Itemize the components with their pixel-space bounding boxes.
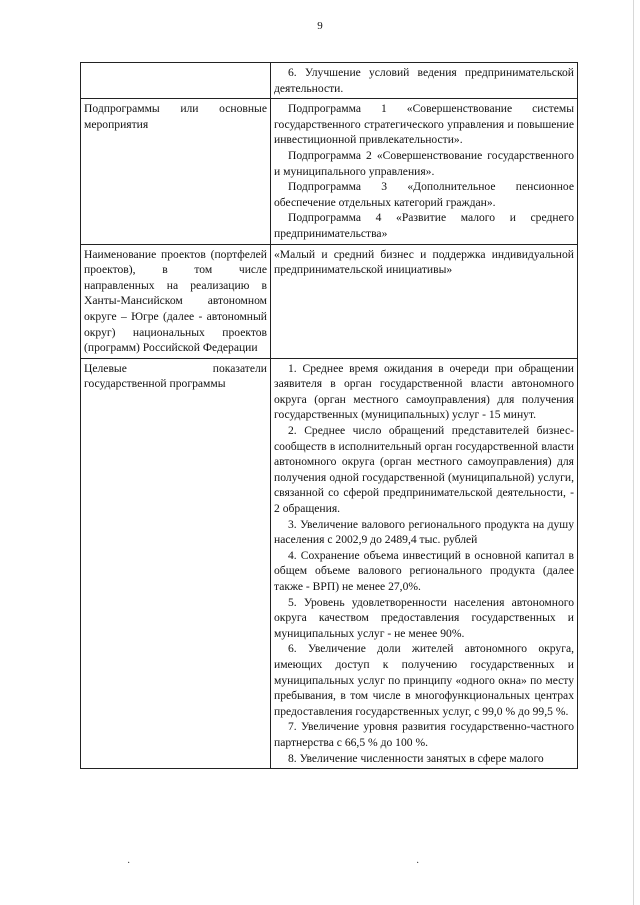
scan-edge-line — [633, 0, 634, 905]
project-name: «Малый и средний бизнес и поддержка индивидуальной предпринимательской инициативы» — [274, 247, 574, 277]
table-row-subprograms — [81, 99, 578, 244]
row-content — [271, 244, 578, 358]
subprogram-4: Подпрограмма 4 «Развитие малого и среднего предпринимательства» — [274, 211, 574, 240]
row-content — [271, 99, 578, 244]
table-row-goal-6 — [81, 63, 578, 99]
table-row-target-indicators — [81, 358, 578, 768]
subprogram-1: Подпрограмма 1 «Совершенствование системы государственного стратегического управления и повышение инвестиционной привлекательности». — [274, 102, 574, 147]
row-label: Подпрограммы или основные мероприятия — [84, 102, 267, 131]
row-label-cell — [81, 99, 271, 244]
subprogram-3: Подпрограмма 3 «Дополнительное пенсионное обеспечение отдельных категорий граждан». — [274, 180, 574, 209]
table-row-projects — [81, 244, 578, 358]
row-label-cell — [81, 244, 271, 358]
scan-dot-mark: · — [127, 858, 131, 869]
indicator-4: 4. Сохранение объема инвестиций в основной капитал в общем объеме валового регионального продукта (далее также - ВРП) не менее 27,0%. — [274, 548, 574, 593]
row-label: Наименование проектов (портфелей проектов), в том числе направленных на реализацию в Ханты-Мансийском автономном округе – Югре (далее - автономный округ) национальных проектов (программ) Российской Федерации — [84, 247, 267, 355]
row-label-cell — [81, 358, 271, 768]
page-number: 9 — [317, 20, 323, 32]
program-passport-table — [80, 62, 578, 769]
subprogram-2: Подпрограмма 2 «Совершенствование государственного и муниципального управления». — [274, 148, 574, 178]
row-label: Целевые показатели государственной программы — [84, 361, 267, 391]
indicator-2: 2. Среднее число обращений представителей бизнес-сообществ в исполнительный орган государственной власти автономного округа (орган местного самоуправления) для получения одной государственной (муниципальной) услуги, связанной со сферой предпринимательской деятельности, - 2 обращения. — [274, 424, 574, 516]
indicator-6: 6. Увеличение доли жителей автономного округа, имеющих доступ к получению государственных и муниципальных услуг по принципу «одного окна» по месту пребывания, в том числе в многофункциональных центрах предоставления государственных услуг, с 99,0 % до 99,5 %. — [274, 642, 574, 718]
goal-6-text: 6. Улучшение условий ведения предпринимательской деятельности. — [274, 66, 574, 95]
indicator-5: 5. Уровень удовлетворенности населения автономного округа качеством предоставления государственных и муниципальных услуг - не менее 90%. — [274, 595, 574, 640]
indicator-1: 1. Среднее время ожидания в очереди при обращении заявителя в орган государственной власти автономного округа (орган местного самоуправления) для получения государственных (муниципальных) услуг - 15 минут. — [274, 361, 574, 422]
row-label-empty — [81, 63, 271, 99]
indicator-3: 3. Увеличение валового регионального продукта на душу населения с 2002,9 до 2489,4 тыс. рублей — [274, 517, 574, 547]
row-content — [271, 63, 578, 99]
indicator-7: 7. Увеличение уровня развития государственно-частного партнерства с 66,5 % до 100 %. — [274, 720, 574, 749]
indicator-8: 8. Увеличение численности занятых в сфере малого — [288, 751, 544, 765]
scan-dot-mark: · — [416, 858, 420, 869]
row-content — [271, 358, 578, 768]
